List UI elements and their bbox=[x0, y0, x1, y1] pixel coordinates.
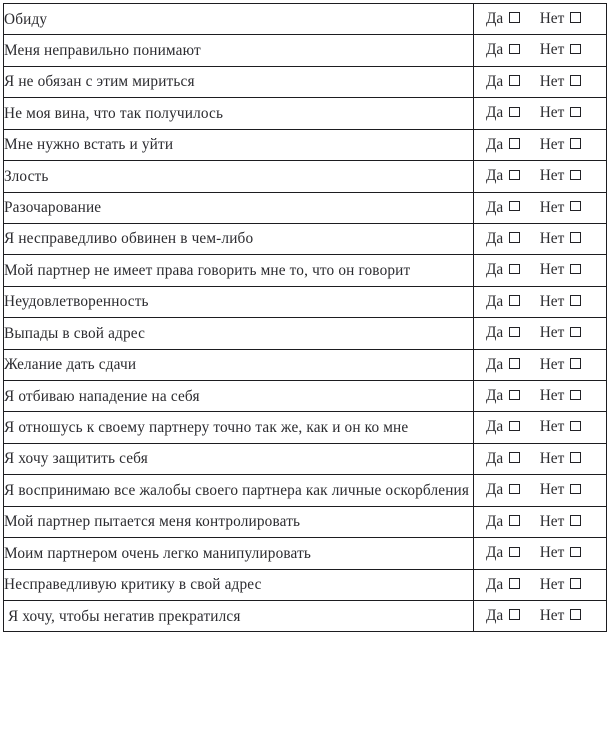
answer-label-yes: Да bbox=[486, 10, 504, 27]
table-row bbox=[4, 286, 607, 317]
checkbox-yes[interactable] bbox=[509, 264, 520, 275]
checkbox-yes[interactable] bbox=[509, 12, 520, 23]
checkbox-yes[interactable] bbox=[509, 452, 520, 463]
answer-label-no: Нет bbox=[539, 355, 565, 373]
answer-label-yes: Да bbox=[486, 355, 504, 373]
answer-label-yes: Да bbox=[486, 167, 504, 185]
answer-label-yes: Да bbox=[486, 544, 504, 562]
checkbox-yes[interactable] bbox=[509, 75, 520, 86]
checkbox-no[interactable] bbox=[570, 201, 581, 212]
answer-group bbox=[474, 67, 606, 97]
answer-label-yes: Да bbox=[486, 41, 504, 59]
answer-option-yes[interactable] bbox=[486, 417, 520, 436]
statement-cell: Не моя вина, что так получилось bbox=[4, 98, 474, 129]
answer-option-yes[interactable] bbox=[486, 40, 520, 59]
answers-cell bbox=[474, 443, 607, 474]
statement-cell: Я отношусь к своему партнеру точно так же, как и он ко мне bbox=[4, 412, 474, 443]
statement-cell: Я хочу защитить себя bbox=[4, 443, 474, 474]
answers-cell bbox=[474, 349, 607, 380]
checkbox-yes[interactable] bbox=[509, 484, 520, 495]
answer-group bbox=[474, 538, 606, 568]
answer-label-yes: Да bbox=[486, 229, 504, 247]
answer-label-yes: Да bbox=[486, 72, 504, 90]
checklist-rows bbox=[4, 4, 607, 632]
answers-cell bbox=[474, 318, 607, 349]
answer-label-no: Нет bbox=[539, 135, 565, 153]
checkbox-yes[interactable] bbox=[509, 515, 520, 526]
answer-group bbox=[474, 381, 606, 411]
answer-option-no[interactable] bbox=[540, 166, 581, 185]
answer-option-no[interactable] bbox=[540, 103, 581, 122]
checkbox-no[interactable] bbox=[570, 107, 581, 118]
answer-label-yes: Да bbox=[486, 104, 504, 122]
answer-label-no: Нет bbox=[539, 41, 565, 59]
answer-label-no: Нет bbox=[539, 512, 565, 530]
checkbox-no[interactable] bbox=[570, 295, 581, 306]
checkbox-yes[interactable] bbox=[509, 201, 520, 212]
answer-option-yes[interactable] bbox=[486, 166, 520, 185]
answer-label-no: Нет bbox=[539, 418, 565, 436]
answer-label-yes: Да bbox=[486, 418, 504, 436]
statement-cell: Выпады в свой адрес bbox=[4, 318, 474, 349]
checkbox-no[interactable] bbox=[570, 327, 581, 338]
checkbox-yes[interactable] bbox=[509, 358, 520, 369]
answer-option-yes[interactable] bbox=[486, 9, 520, 28]
table-row bbox=[4, 35, 607, 66]
answer-label-no: Нет bbox=[539, 229, 565, 247]
table-row bbox=[4, 318, 607, 349]
answer-group bbox=[474, 507, 606, 537]
answer-option-yes[interactable] bbox=[486, 229, 520, 248]
table-row bbox=[4, 506, 607, 537]
answers-cell bbox=[474, 129, 607, 160]
statement-cell: Я воспринимаю все жалобы своего партнера как личные оскорбления bbox=[4, 475, 474, 506]
answers-cell bbox=[474, 98, 607, 129]
checkbox-no[interactable] bbox=[570, 484, 581, 495]
checkbox-yes[interactable] bbox=[509, 107, 520, 118]
answer-label-yes: Да bbox=[486, 387, 504, 405]
answer-label-yes: Да bbox=[486, 261, 504, 279]
statement-cell: Обиду bbox=[4, 4, 474, 35]
statement-cell: Мне нужно встать и уйти bbox=[4, 129, 474, 160]
answer-option-no[interactable] bbox=[540, 543, 581, 562]
answer-option-yes[interactable] bbox=[486, 260, 520, 279]
answer-option-yes[interactable] bbox=[486, 292, 520, 311]
checkbox-yes[interactable] bbox=[509, 170, 520, 181]
answers-cell bbox=[474, 35, 607, 66]
statement-cell: Злость bbox=[4, 161, 474, 192]
statement-cell: Я не обязан с этим мириться bbox=[4, 66, 474, 97]
answer-label-no: Нет bbox=[539, 10, 565, 27]
table-row bbox=[4, 412, 607, 443]
answer-label-no: Нет bbox=[539, 387, 565, 405]
checkbox-no[interactable] bbox=[570, 264, 581, 275]
answer-label-yes: Да bbox=[486, 292, 504, 310]
answer-label-no: Нет bbox=[539, 72, 565, 90]
answer-option-yes[interactable] bbox=[486, 198, 520, 217]
checkbox-yes[interactable] bbox=[509, 295, 520, 306]
table-row bbox=[4, 255, 607, 286]
answer-option-yes[interactable] bbox=[486, 543, 520, 562]
checkbox-yes[interactable] bbox=[509, 547, 520, 558]
statement-cell: Моим партнером очень легко манипулировать bbox=[4, 538, 474, 569]
answer-label-no: Нет bbox=[539, 324, 565, 342]
answer-option-yes[interactable] bbox=[486, 386, 520, 405]
checkbox-no[interactable] bbox=[570, 358, 581, 369]
answer-option-yes[interactable] bbox=[486, 512, 520, 531]
answer-label-yes: Да bbox=[486, 575, 504, 593]
answer-label-yes: Да bbox=[486, 135, 504, 153]
answer-option-no[interactable] bbox=[540, 198, 581, 217]
answer-label-no: Нет bbox=[539, 167, 565, 185]
statement-cell: Я несправедливо обвинен в чем-либо bbox=[4, 223, 474, 254]
statement-cell: Меня неправильно понимают bbox=[4, 35, 474, 66]
table-row bbox=[4, 475, 607, 506]
answer-option-yes[interactable] bbox=[486, 72, 520, 91]
table-row bbox=[4, 538, 607, 569]
statement-cell: Желание дать сдачи bbox=[4, 349, 474, 380]
answer-option-no[interactable] bbox=[540, 9, 581, 28]
answer-option-no[interactable] bbox=[540, 135, 581, 154]
statement-cell: Несправедливую критику в свой адрес bbox=[4, 569, 474, 600]
answer-option-no[interactable] bbox=[540, 606, 581, 625]
checkbox-yes[interactable] bbox=[509, 390, 520, 401]
answer-option-no[interactable] bbox=[540, 386, 581, 405]
answer-label-yes: Да bbox=[486, 607, 504, 625]
table-row bbox=[4, 98, 607, 129]
checkbox-no[interactable] bbox=[570, 421, 581, 432]
answer-label-yes: Да bbox=[486, 324, 504, 342]
checkbox-no[interactable] bbox=[570, 138, 581, 149]
answer-option-no[interactable] bbox=[540, 417, 581, 436]
table-row bbox=[4, 349, 607, 380]
answer-label-no: Нет bbox=[539, 544, 565, 562]
answer-label-yes: Да bbox=[486, 449, 504, 467]
answer-group bbox=[474, 98, 606, 128]
statement-cell: Я хочу, чтобы негатив прекратился bbox=[4, 601, 474, 632]
answer-label-yes: Да bbox=[486, 198, 504, 216]
answer-group bbox=[474, 444, 606, 474]
answers-cell bbox=[474, 286, 607, 317]
answers-cell bbox=[474, 601, 607, 632]
checkbox-no[interactable] bbox=[570, 515, 581, 526]
answers-cell bbox=[474, 538, 607, 569]
checkbox-yes[interactable] bbox=[509, 578, 520, 589]
answer-option-no[interactable] bbox=[540, 480, 581, 499]
table-row bbox=[4, 192, 607, 223]
table-row bbox=[4, 161, 607, 192]
answer-group bbox=[474, 350, 606, 380]
checkbox-yes[interactable] bbox=[509, 232, 520, 243]
answer-option-no[interactable] bbox=[540, 355, 581, 374]
answer-group bbox=[474, 475, 606, 505]
answer-group bbox=[474, 570, 606, 600]
answers-cell bbox=[474, 381, 607, 412]
checkbox-no[interactable] bbox=[570, 609, 581, 620]
answers-cell bbox=[474, 506, 607, 537]
checkbox-no[interactable] bbox=[570, 12, 581, 23]
table-row bbox=[4, 569, 607, 600]
answer-group bbox=[474, 130, 606, 160]
answer-group bbox=[474, 412, 606, 442]
checkbox-no[interactable] bbox=[570, 578, 581, 589]
table-row bbox=[4, 4, 607, 35]
statement-cell: Неудовлетворенность bbox=[4, 286, 474, 317]
answers-cell bbox=[474, 4, 607, 35]
answer-option-no[interactable] bbox=[540, 512, 581, 531]
answer-group bbox=[474, 193, 606, 223]
answer-label-no: Нет bbox=[539, 481, 565, 499]
answer-label-no: Нет bbox=[539, 261, 565, 279]
checkbox-no[interactable] bbox=[570, 232, 581, 243]
answer-label-yes: Да bbox=[486, 481, 504, 499]
checkbox-no[interactable] bbox=[570, 170, 581, 181]
answers-cell bbox=[474, 255, 607, 286]
checkbox-no[interactable] bbox=[570, 75, 581, 86]
answer-group bbox=[474, 4, 606, 34]
statement-cell: Разочарование bbox=[4, 192, 474, 223]
answer-group bbox=[474, 318, 606, 348]
answers-cell bbox=[474, 412, 607, 443]
answer-option-yes[interactable] bbox=[486, 355, 520, 374]
answer-option-yes[interactable] bbox=[486, 575, 520, 594]
answer-option-no[interactable] bbox=[540, 260, 581, 279]
answer-option-yes[interactable] bbox=[486, 480, 520, 499]
table-row bbox=[4, 129, 607, 160]
answer-group bbox=[474, 35, 606, 65]
answers-cell bbox=[474, 223, 607, 254]
answer-option-yes[interactable] bbox=[486, 135, 520, 154]
answer-group bbox=[474, 255, 606, 285]
answers-cell bbox=[474, 475, 607, 506]
statement-cell: Мой партнер пытается меня контролировать bbox=[4, 506, 474, 537]
answer-label-no: Нет bbox=[539, 104, 565, 122]
answers-cell bbox=[474, 192, 607, 223]
answers-cell bbox=[474, 161, 607, 192]
checkbox-no[interactable] bbox=[570, 452, 581, 463]
answer-group bbox=[474, 601, 606, 631]
table-row bbox=[4, 66, 607, 97]
answer-label-no: Нет bbox=[539, 607, 565, 625]
answer-label-no: Нет bbox=[539, 198, 565, 216]
answer-label-no: Нет bbox=[539, 449, 565, 467]
statement-cell: Мой партнер не имеет права говорить мне то, что он говорит bbox=[4, 255, 474, 286]
answer-option-yes[interactable] bbox=[486, 606, 520, 625]
answer-option-yes[interactable] bbox=[486, 323, 520, 342]
answers-cell bbox=[474, 66, 607, 97]
checkbox-no[interactable] bbox=[570, 44, 581, 55]
answer-option-no[interactable] bbox=[540, 449, 581, 468]
table-row bbox=[4, 381, 607, 412]
answer-option-yes[interactable] bbox=[486, 449, 520, 468]
answer-option-no[interactable] bbox=[540, 292, 581, 311]
checkbox-no[interactable] bbox=[570, 547, 581, 558]
answer-option-no[interactable] bbox=[540, 72, 581, 91]
answer-group bbox=[474, 161, 606, 191]
table-row bbox=[4, 223, 607, 254]
answer-option-no[interactable] bbox=[540, 323, 581, 342]
table-row bbox=[4, 443, 607, 474]
answer-option-no[interactable] bbox=[540, 229, 581, 248]
checkbox-yes[interactable] bbox=[509, 327, 520, 338]
checkbox-yes[interactable] bbox=[509, 138, 520, 149]
answer-option-no[interactable] bbox=[540, 40, 581, 59]
answer-option-no[interactable] bbox=[540, 575, 581, 594]
checkbox-yes[interactable] bbox=[509, 421, 520, 432]
checkbox-yes[interactable] bbox=[509, 44, 520, 55]
answer-label-no: Нет bbox=[539, 575, 565, 593]
statement-cell: Я отбиваю нападение на себя bbox=[4, 381, 474, 412]
answer-option-yes[interactable] bbox=[486, 103, 520, 122]
answer-label-no: Нет bbox=[539, 292, 565, 310]
answer-group bbox=[474, 287, 606, 317]
answer-label-yes: Да bbox=[486, 512, 504, 530]
checkbox-yes[interactable] bbox=[509, 609, 520, 620]
answer-group bbox=[474, 224, 606, 254]
table-row bbox=[4, 601, 607, 632]
answers-cell bbox=[474, 569, 607, 600]
checkbox-no[interactable] bbox=[570, 390, 581, 401]
checklist-table bbox=[3, 3, 607, 632]
